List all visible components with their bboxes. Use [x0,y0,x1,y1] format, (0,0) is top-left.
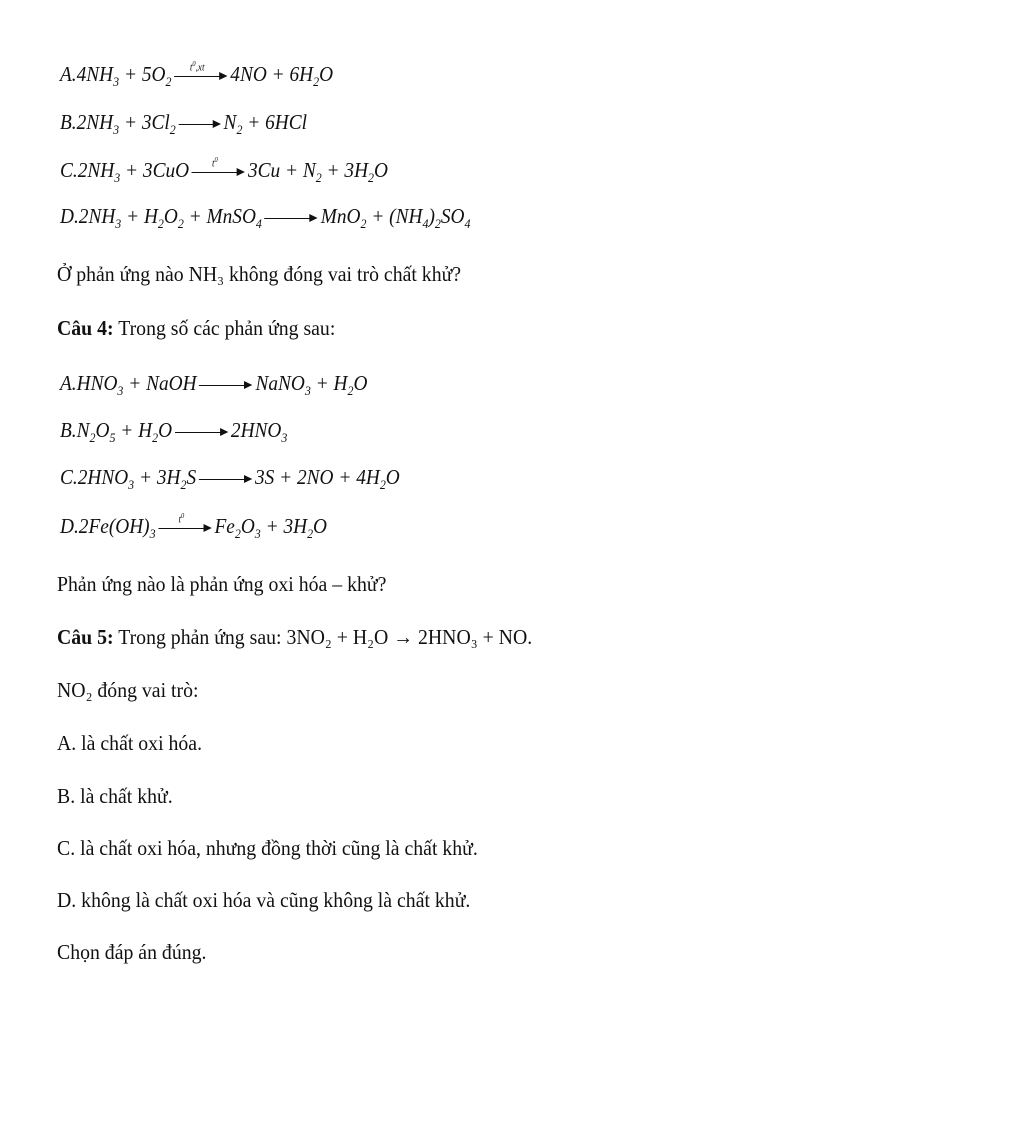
q3-option-a-rhs: $4NO + 6H_2O$ [230,62,334,90]
q3-option-b-label: B. [60,110,77,134]
reaction-arrow [192,156,245,179]
q3-option-b-rhs: $N_2 + 6HCl$ [223,110,308,138]
reaction-arrow [265,211,318,225]
q3-option-a-label: A. [60,62,77,86]
q3-option-d-rhs: $MnO_2 + (NH_4)_2SO_4$ [320,204,471,232]
q3-option-c-lhs: $2NH_3 + 3CuO$ [77,158,190,186]
q3-option-d-lhs: $2NH_3 + H_2O_2$ + MnSO$_4$ [78,204,262,232]
q5-label: Câu 5: [57,625,114,649]
q4-option-d-lhs: $2Fe(OH)_3$ [78,514,156,542]
q4-option-c-equation [60,465,400,493]
reaction-arrow [199,472,252,486]
q3-option-c-label: C. [60,158,78,182]
q4-option-d-label: D. [60,514,79,538]
q5-prompt: Chọn đáp án đúng. [57,940,207,964]
q3-option-b-equation [60,110,307,138]
reaction-condition: $t^0,xt$ [189,60,205,74]
q4-option-b-rhs: $2HNO_3$ [230,418,288,446]
q5-option-c: C. là chất oxi hóa, nhưng đồng thời cũng là chất khử. [57,836,478,860]
q5-role: NO₂ đóng vai trò: [57,678,199,702]
q4-option-b-lhs: $N_2O_5 + H_2O$ [76,418,173,446]
reaction-condition: $t^0$ [178,512,185,526]
q4-label: Câu 4: [57,316,114,340]
q4-option-b-label: B. [60,418,77,442]
q3-option-d-equation [60,204,470,232]
q4-text: Trong số các phản ứng sau: [118,316,336,340]
q5-text: Trong phản ứng sau: 3NO₂ + H₂O → 2HNO₃ + NO. [118,625,533,649]
q4-prompt: Phản ứng nào là phản ứng oxi hóa – khử? [57,572,387,596]
reaction-condition: $t^0$ [211,156,218,170]
reaction-arrow [178,117,220,131]
q3-option-d-label: D. [60,204,79,228]
q4-option-a-equation [60,371,367,399]
reaction-arrow [199,378,252,392]
reaction-arrow [175,425,228,439]
q5-option-d: D. không là chất oxi hóa và cũng không là chất khử. [57,888,471,912]
q3-prompt: Ở phản ứng nào NH₃ không đóng vai trò chất khử? [57,262,462,286]
q5-option-b: B. là chất khử. [57,784,173,808]
q4-option-b-equation [60,418,287,446]
reaction-arrow [158,512,211,535]
q4-option-a-lhs: $HNO_3$ + NaOH [76,371,197,399]
q4-option-c-lhs: $2HNO_3 + 3H_2S$ [77,465,197,493]
q4-option-a-label: A. [60,371,77,395]
q3-option-c-rhs: $3Cu + N_2 + 3H_2O$ [247,158,388,186]
q4-option-a-rhs: NaNO$_3$ + $H_2O$ [255,371,368,399]
q4-heading [57,316,335,341]
reaction-arrow [174,60,227,83]
q4-option-d-rhs: $Fe_2O_3 + 3H_2O$ [214,514,328,542]
q3-option-b-lhs: $2NH_3 + 3Cl_2$ [76,110,176,138]
q3-option-c-equation [60,158,388,186]
q3-option-a-equation [60,62,333,90]
q4-option-c-label: C. [60,465,78,489]
q5-heading [57,625,532,650]
q4-option-d-equation [60,514,327,542]
q3-option-a-lhs: $4NH_3 + 5O_2$ [76,62,172,90]
q5-option-a: A. là chất oxi hóa. [57,731,203,755]
q4-option-c-rhs: $3S + 2NO + 4H_2O$ [254,465,400,493]
